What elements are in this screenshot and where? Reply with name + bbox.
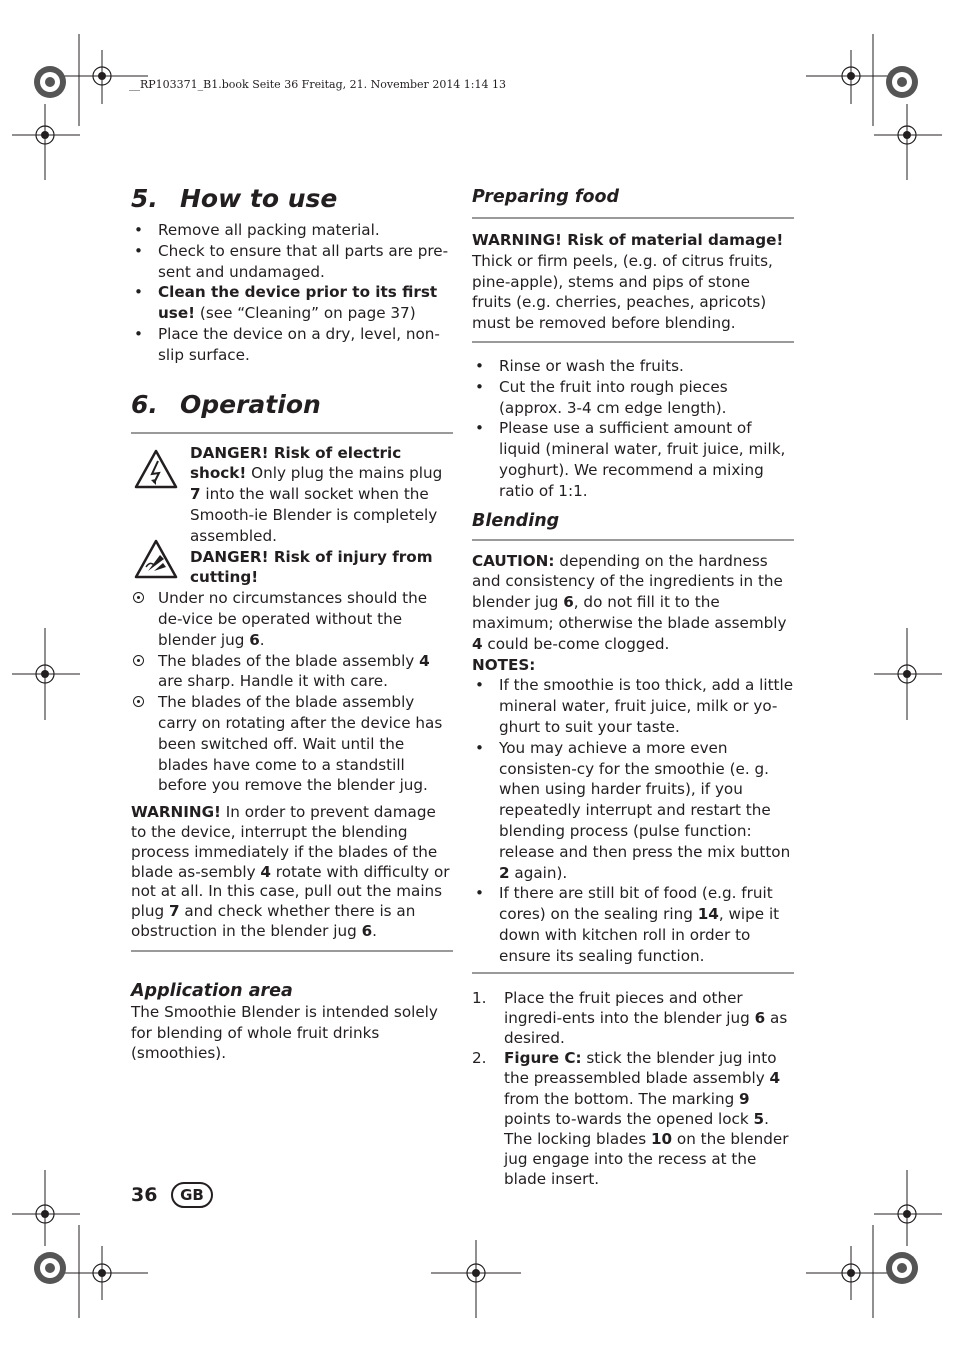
left-column <box>131 184 453 1064</box>
text: stick the blender jug into the preassembled blade assembly <box>504 1049 777 1088</box>
circle-bullet-icon <box>133 592 144 603</box>
text: In order to prevent damage to the device, interrupt the blending process immediately if the blades of the blade as-sembly <box>131 803 438 881</box>
text: Place the fruit pieces and other ingredi-ents into the blender jug <box>504 988 755 1027</box>
ref-number: 4 <box>260 862 271 881</box>
ref-number: 9 <box>739 1089 750 1108</box>
ref-number: 6 <box>361 921 373 940</box>
section-number: 5. <box>131 184 158 213</box>
ref-number: 4 <box>419 651 430 670</box>
text: on the blender jug engage into the recess at the blade insert. <box>504 1129 789 1189</box>
text: depending on the hardness and consistency of the ingredients in the blender jug <box>472 551 783 612</box>
text: . <box>372 921 377 940</box>
text: points to-wards the opened lock <box>504 1109 754 1128</box>
text: Under no circumstances should the de-vice be operated without the blender jug <box>158 589 428 649</box>
notes-label-text: NOTES: <box>472 655 536 674</box>
list-item: • Remove all packing material. <box>131 220 453 241</box>
divider <box>472 539 794 541</box>
divider <box>131 950 453 952</box>
text: into the wall socket when the Smooth-ie Blender is completely assembled. <box>190 485 438 545</box>
ref-number: 7 <box>168 902 180 921</box>
list-item <box>131 651 453 693</box>
ref-number: 6 <box>754 1008 766 1027</box>
step-item <box>472 988 794 1049</box>
divider <box>131 432 453 434</box>
text: Only plug the mains plug <box>246 464 443 483</box>
list-item <box>472 738 794 884</box>
preparing-food-heading: Preparing food <box>472 187 620 207</box>
section-title: How to use <box>180 184 338 213</box>
notes-label <box>472 655 794 676</box>
text: and check whether there is an obstruction in the blender jug <box>131 902 416 940</box>
text: could be-come clogged. <box>482 634 670 653</box>
material-damage-warning-text: Thick or firm peels, (e.g. of citrus fruits, pine-apple), stems and pips of stone fruits (e.g. cherries, peaches, apricots) must be removed before blending. <box>472 251 773 333</box>
cutting-hazard-warning-icon <box>134 539 178 579</box>
text: The blades of the blade assembly carry on rotating after the device has been switched off. Wait until the blades have come to a standstill before you remove the blender jug. <box>158 693 443 795</box>
application-area-text: The Smoothie Blender is intended solely for blending of whole fruit drinks (smoothies). <box>131 1002 438 1063</box>
section-operation-heading <box>131 390 453 420</box>
figure-label: Figure C: <box>504 1049 582 1068</box>
text: rotate with difficulty or not at all. In this case, pull out the mains plug <box>131 862 450 921</box>
caution-label: CAUTION: <box>472 551 555 570</box>
right-column <box>472 186 794 1190</box>
danger-label: DANGER! Risk of injury from cutting! <box>190 547 433 587</box>
ref-number: 6 <box>563 593 574 612</box>
material-damage-warning-label <box>472 230 794 251</box>
notes-list <box>472 675 794 966</box>
book-header-line: __RP103371_B1.book Seite 36 Freitag, 21. November 2014 1:14 13 <box>129 78 507 91</box>
list-item-text: (see “Cleaning” on page 37) <box>195 304 416 323</box>
text: from the bottom. The marking <box>504 1089 740 1108</box>
circle-bullet-icon <box>133 696 144 707</box>
list-item: • Rinse or wash the fruits. <box>472 356 794 377</box>
text: are sharp. Handle it with care. <box>158 672 388 691</box>
caution-paragraph <box>472 551 794 655</box>
danger-label: DANGER! Risk of electric shock! <box>190 443 402 483</box>
section-title: Operation <box>180 389 321 419</box>
circle-bullet-icon <box>133 655 144 666</box>
section-number: 6. <box>131 389 158 419</box>
how-to-use-list <box>131 220 453 366</box>
list-item: • Check to ensure that all parts are pre-sent and undamaged. <box>131 241 453 283</box>
ref-number: 5 <box>753 1109 765 1128</box>
ref-number: 2 <box>499 863 510 882</box>
divider <box>472 217 794 219</box>
danger-electric-shock <box>131 443 453 547</box>
text: You may achieve a more even consisten-cy for the smoothie (e. g. when using harder fruits), if you repeatedly interrupt and restart the blending process (pulse function: release and then press the mix button <box>499 738 791 861</box>
list-item: • Place the device on a dry, level, non-slip surface. <box>131 324 453 366</box>
warning-paragraph <box>131 803 453 942</box>
list-item-bold: Clean the device prior to its first use! <box>158 283 438 323</box>
list-item <box>472 883 794 966</box>
divider <box>472 972 794 974</box>
ref-number: 10 <box>650 1129 673 1148</box>
warning-label: WARNING! Risk of material damage! <box>472 231 784 249</box>
text: . The locking blades <box>504 1109 769 1148</box>
list-item <box>131 588 453 650</box>
list-item <box>131 692 453 796</box>
text: again). <box>509 863 568 882</box>
application-area-heading: Application area <box>131 980 293 1001</box>
steps-list <box>472 988 794 1190</box>
danger-cutting <box>131 547 453 589</box>
ref-number: 4 <box>472 634 483 653</box>
preparing-food-list <box>472 356 794 502</box>
ref-number: 7 <box>190 485 201 504</box>
divider <box>472 341 794 343</box>
safety-circle-list <box>131 588 453 796</box>
warning-label: WARNING! <box>131 803 221 822</box>
ref-number: 4 <box>769 1069 781 1088</box>
country-badge: GB <box>171 1182 213 1208</box>
step-number: 1. <box>472 988 487 1007</box>
list-item: • If the smoothie is too thick, add a little mineral water, fruit juice, milk or yo-ghurt to suit your taste. <box>472 675 794 737</box>
text: The blades of the blade assembly <box>158 651 420 670</box>
page-number: 36 <box>131 1184 158 1206</box>
list-item: • Cut the fruit into rough pieces (approx. 3-4 cm edge length). <box>472 377 794 419</box>
text: , do not fill it to the maximum; otherwise the blade assembly <box>472 593 787 632</box>
list-item <box>131 282 453 324</box>
text: . <box>259 630 265 649</box>
section-how-to-use-heading <box>131 184 453 214</box>
list-item: • Please use a sufficient amount of liquid (mineral water, fruit juice, milk, yoghurt). We recommend a mixing ratio of 1:1. <box>472 418 794 501</box>
step-number: 2. <box>472 1049 487 1068</box>
blending-heading: Blending <box>472 510 560 531</box>
step-item <box>472 1048 794 1189</box>
text: If there are still bit of food (e.g. fruit cores) on the sealing ring <box>499 884 773 924</box>
text: , wipe it down with kitchen roll in order to ensure its sealing function. <box>499 905 780 965</box>
ref-number: 6 <box>249 630 260 649</box>
electric-shock-warning-icon <box>134 449 178 489</box>
ref-number: 14 <box>697 905 719 924</box>
text: as desired. <box>504 1008 788 1047</box>
